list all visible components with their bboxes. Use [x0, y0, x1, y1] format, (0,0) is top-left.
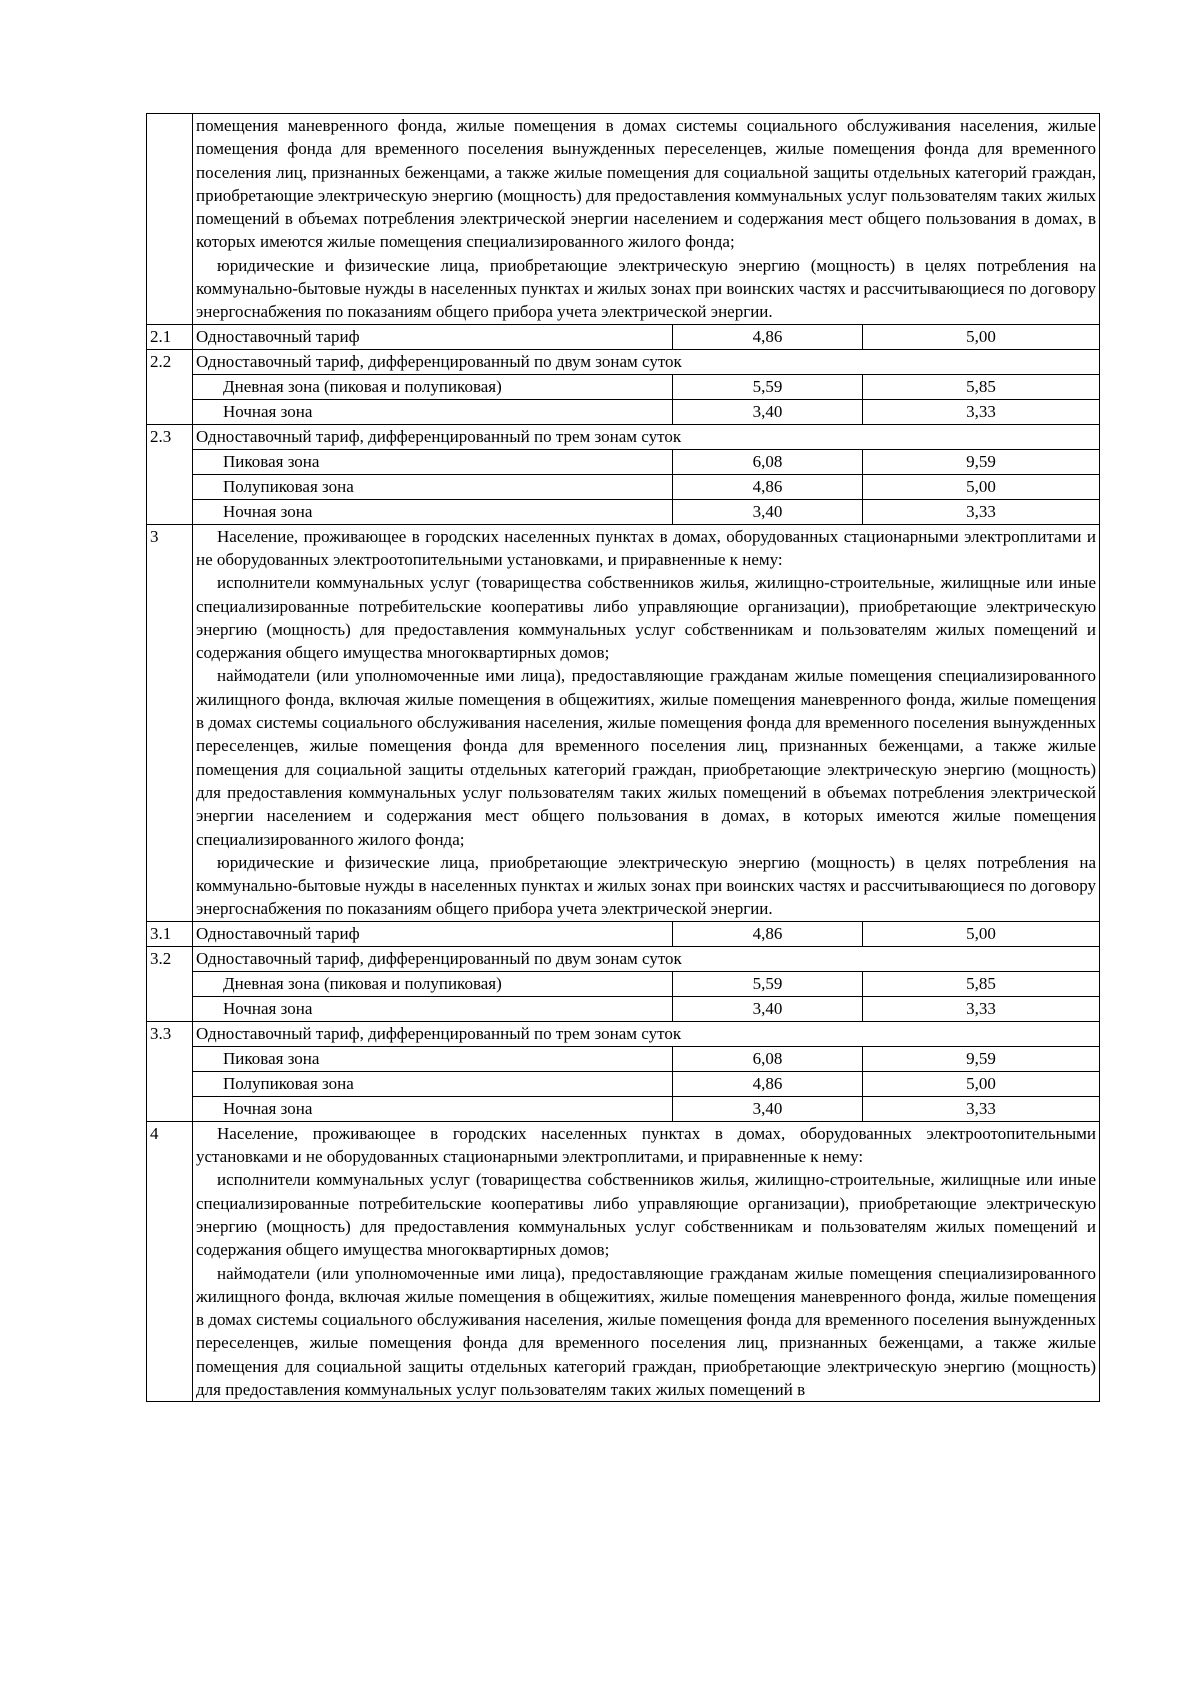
tariff-row	[147, 424, 1100, 449]
tariff-value-1: 4,86	[673, 921, 863, 946]
zone-label: Ночная зона	[193, 399, 673, 424]
tariff-number: 3.2	[147, 946, 193, 1021]
description-paragraph: наймодатели (или уполномоченные ими лица), предоставляющие гражданам жилые помещения специализированного жилищного фонда, включая жилые помещения в общежитиях, жилые помещения маневренного фонда, жилые помещения в домах системы социального обслуживания населения, жилые помещения фонда для временного поселения вынужденных переселенцев, жилые помещения фонда для временного поселения лиц, признанных беженцами, а также жилые помещения для социальной защиты отдельных категорий граждан, приобретающие электрическую энергию (мощность) для предоставления коммунальных услуг пользователям таких жилых помещений в объемах потребления электрической энергии населением и содержания мест общего пользования в домах, в которых имеются жилые помещения специализированного жилого фонда;	[196, 666, 1097, 849]
description-paragraph: исполнители коммунальных услуг (товарищества собственников жилья, жилищно-строительные, жилищные или иные специализированные потребительские кооперативы либо управляющие организации), приобретающие электрическую энергию (мощность) для предоставления коммунальных услуг собственникам и пользователям жилых помещений и содержания общего имущества многоквартирных домов;	[196, 1170, 1097, 1260]
zone-value-2: 3,33	[863, 399, 1100, 424]
zone-label: Полупиковая зона	[193, 1071, 673, 1096]
section-description	[193, 114, 1100, 325]
tariff-value-2: 5,00	[863, 921, 1100, 946]
section3-description-row	[147, 524, 1100, 921]
zone-row	[147, 1096, 1100, 1121]
section-number: 3	[147, 524, 193, 921]
zone-label: Полупиковая зона	[193, 474, 673, 499]
section-number	[147, 114, 193, 325]
description-paragraph: Население, проживающее в городских населенных пунктах в домах, оборудованных стационарными электроплитами и не оборудованных электроотопительными установками, и приравненные к нему:	[196, 526, 1097, 569]
tariff-value-2: 5,00	[863, 324, 1100, 349]
tariff-label: Одноставочный тариф, дифференцированный по двум зонам суток	[193, 946, 1100, 971]
section2_continued-description-row	[147, 114, 1100, 325]
tariff-row	[147, 1021, 1100, 1046]
zone-value-1: 3,40	[673, 499, 863, 524]
tariff-row	[147, 921, 1100, 946]
description-paragraph: наймодатели (или уполномоченные ими лица), предоставляющие гражданам жилые помещения специализированного жилищного фонда, включая жилые помещения в общежитиях, жилые помещения маневренного фонда, жилые помещения в домах системы социального обслуживания населения, жилые помещения фонда для временного поселения вынужденных переселенцев, жилые помещения фонда для временного поселения лиц, признанных беженцами, а также жилые помещения для социальной защиты отдельных категорий граждан, приобретающие электрическую энергию (мощность) для предоставления коммунальных услуг пользователям таких жилых помещений в	[196, 1263, 1097, 1399]
description-paragraph: Население, проживающее в городских населенных пунктах в домах, оборудованных электроотопительными установками и не оборудованных стационарными электроплитами, и приравненные к нему:	[196, 1123, 1097, 1167]
tariff-label: Одноставочный тариф	[193, 324, 673, 349]
description-paragraph: юридические и физические лица, приобретающие электрическую энергию (мощность) в целях потребления на коммунально-бытовые нужды в населенных пунктах и жилых зонах при воинских частях и рассчитывающиеся по договору энергоснабжения по показаниям общего прибора учета электрической энергии.	[196, 852, 1097, 919]
tariff-table	[146, 113, 1100, 1402]
zone-value-1: 6,08	[673, 449, 863, 474]
zone-label: Дневная зона (пиковая и полупиковая)	[193, 374, 673, 399]
section4-description-row	[147, 1121, 1100, 1402]
tariff-row	[147, 946, 1100, 971]
zone-row	[147, 996, 1100, 1021]
zone-value-2: 5,85	[863, 374, 1100, 399]
section-description	[193, 1121, 1100, 1402]
description-paragraph: юридические и физические лица, приобретающие электрическую энергию (мощность) в целях потребления на коммунально-бытовые нужды в населенных пунктах и жилых зонах при воинских частях и рассчитывающиеся по договору энергоснабжения по показаниям общего прибора учета электрической энергии.	[196, 255, 1097, 322]
zone-row	[147, 971, 1100, 996]
tariff-label: Одноставочный тариф, дифференцированный по двум зонам суток	[193, 349, 1100, 374]
tariff-number: 2.2	[147, 349, 193, 424]
zone-value-1: 3,40	[673, 1096, 863, 1121]
zone-row	[147, 474, 1100, 499]
zone-label: Пиковая зона	[193, 1046, 673, 1071]
zone-row	[147, 399, 1100, 424]
description-paragraph: помещения маневренного фонда, жилые помещения в домах системы социального обслуживания населения, жилые помещения фонда для временного поселения вынужденных переселенцев, жилые помещения фонда для временного поселения лиц, признанных беженцами, а также жилые помещения для социальной защиты отдельных категорий граждан, приобретающие электрическую энергию (мощность) для предоставления коммунальных услуг пользователям таких жилых помещений в объемах потребления электрической энергии населением и содержания мест общего пользования в домах, в которых имеются жилые помещения специализированного жилого фонда;	[196, 116, 1097, 252]
zone-row	[147, 374, 1100, 399]
zone-row	[147, 499, 1100, 524]
tariff-row	[147, 349, 1100, 374]
zone-value-1: 5,59	[673, 971, 863, 996]
tariff-number: 2.1	[147, 324, 193, 349]
zone-value-2: 3,33	[863, 499, 1100, 524]
zone-value-2: 5,00	[863, 474, 1100, 499]
zone-value-1: 3,40	[673, 996, 863, 1021]
tariff-value-1: 4,86	[673, 324, 863, 349]
zone-value-2: 5,85	[863, 971, 1100, 996]
zone-value-2: 3,33	[863, 996, 1100, 1021]
zone-label: Ночная зона	[193, 996, 673, 1021]
description-paragraph: исполнители коммунальных услуг (товарищества собственников жилья, жилищно-строительные, жилищные или иные специализированные потребительские кооперативы либо управляющие организации), приобретающие электрическую энергию (мощность) для предоставления коммунальных услуг собственникам и пользователям жилых помещений и содержания общего имущества многоквартирных домов;	[196, 573, 1097, 663]
zone-row	[147, 1046, 1100, 1071]
tariff-label: Одноставочный тариф, дифференцированный по трем зонам суток	[193, 424, 1100, 449]
tariff-label: Одноставочный тариф, дифференцированный по трем зонам суток	[193, 1021, 1100, 1046]
section-number: 4	[147, 1121, 193, 1402]
tariff-number: 3.3	[147, 1021, 193, 1121]
zone-value-1: 4,86	[673, 1071, 863, 1096]
zone-value-1: 5,59	[673, 374, 863, 399]
zone-label: Пиковая зона	[193, 449, 673, 474]
zone-value-2: 9,59	[863, 449, 1100, 474]
document-page	[146, 113, 1099, 1402]
zone-label: Ночная зона	[193, 1096, 673, 1121]
zone-row	[147, 1071, 1100, 1096]
zone-row	[147, 449, 1100, 474]
tariff-label: Одноставочный тариф	[193, 921, 673, 946]
zone-value-2: 3,33	[863, 1096, 1100, 1121]
zone-value-1: 6,08	[673, 1046, 863, 1071]
section-description	[193, 524, 1100, 921]
zone-value-2: 9,59	[863, 1046, 1100, 1071]
zone-value-1: 3,40	[673, 399, 863, 424]
zone-label: Дневная зона (пиковая и полупиковая)	[193, 971, 673, 996]
tariff-row	[147, 324, 1100, 349]
tariff-number: 2.3	[147, 424, 193, 524]
tariff-number: 3.1	[147, 921, 193, 946]
zone-value-2: 5,00	[863, 1071, 1100, 1096]
zone-value-1: 4,86	[673, 474, 863, 499]
zone-label: Ночная зона	[193, 499, 673, 524]
